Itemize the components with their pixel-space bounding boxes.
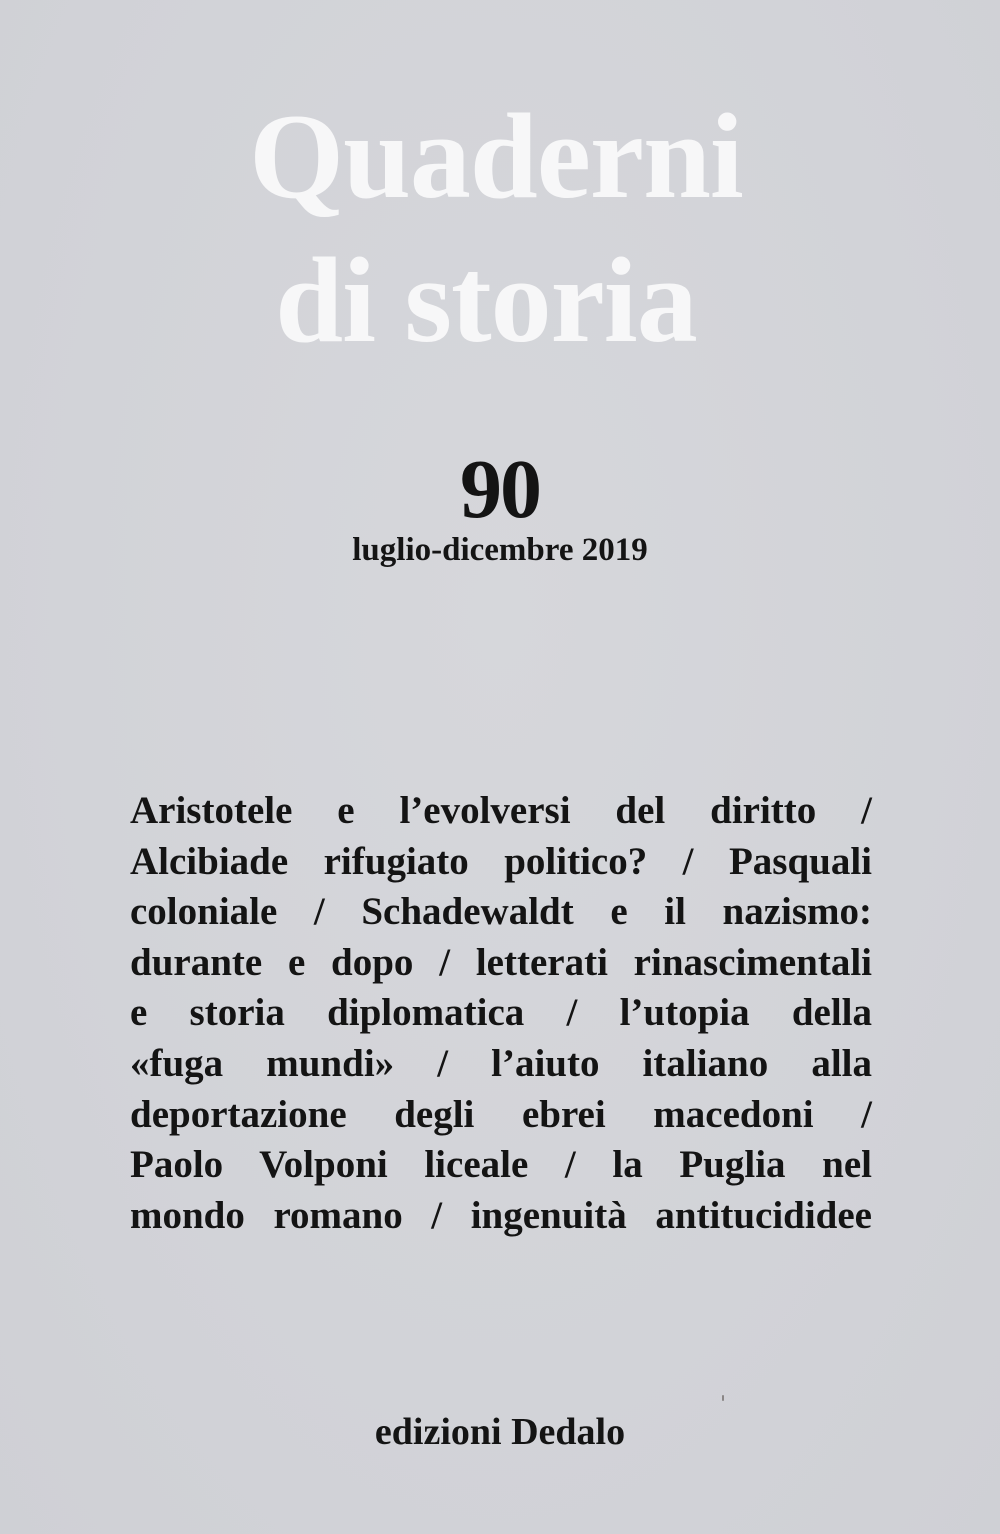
contents-line: mondo romano / ingenuità antitucididee <box>130 1193 872 1237</box>
paper-speck <box>722 1395 724 1401</box>
contents-line: e storia diplomatica / l’utopia della <box>130 991 872 1035</box>
journal-title-line-1: Quaderni <box>249 89 743 224</box>
contents-line: deportazione degli ebrei macedoni / <box>130 1092 872 1136</box>
table-of-contents <box>130 786 872 1241</box>
contents-line: Paolo Volponi liceale / la Puglia nel <box>130 1143 872 1187</box>
contents-line: Alcibiade rifugiato politico? / Pasquali <box>130 839 872 883</box>
issue-date: luglio-dicembre 2019 <box>352 532 648 568</box>
contents-line: «fuga mundi» / l’aiuto italiano alla <box>130 1041 872 1085</box>
journal-title-line-2: di storia <box>275 233 697 368</box>
publisher-name: edizioni Dedalo <box>374 1411 626 1453</box>
contents-line: coloniale / Schadewaldt e il nazismo: <box>130 890 872 934</box>
issue-number: 90 <box>460 443 540 536</box>
contents-line: durante e dopo / letterati rinascimentali <box>130 940 872 984</box>
contents-line: Aristotele e l’evolversi del diritto / <box>130 789 872 832</box>
